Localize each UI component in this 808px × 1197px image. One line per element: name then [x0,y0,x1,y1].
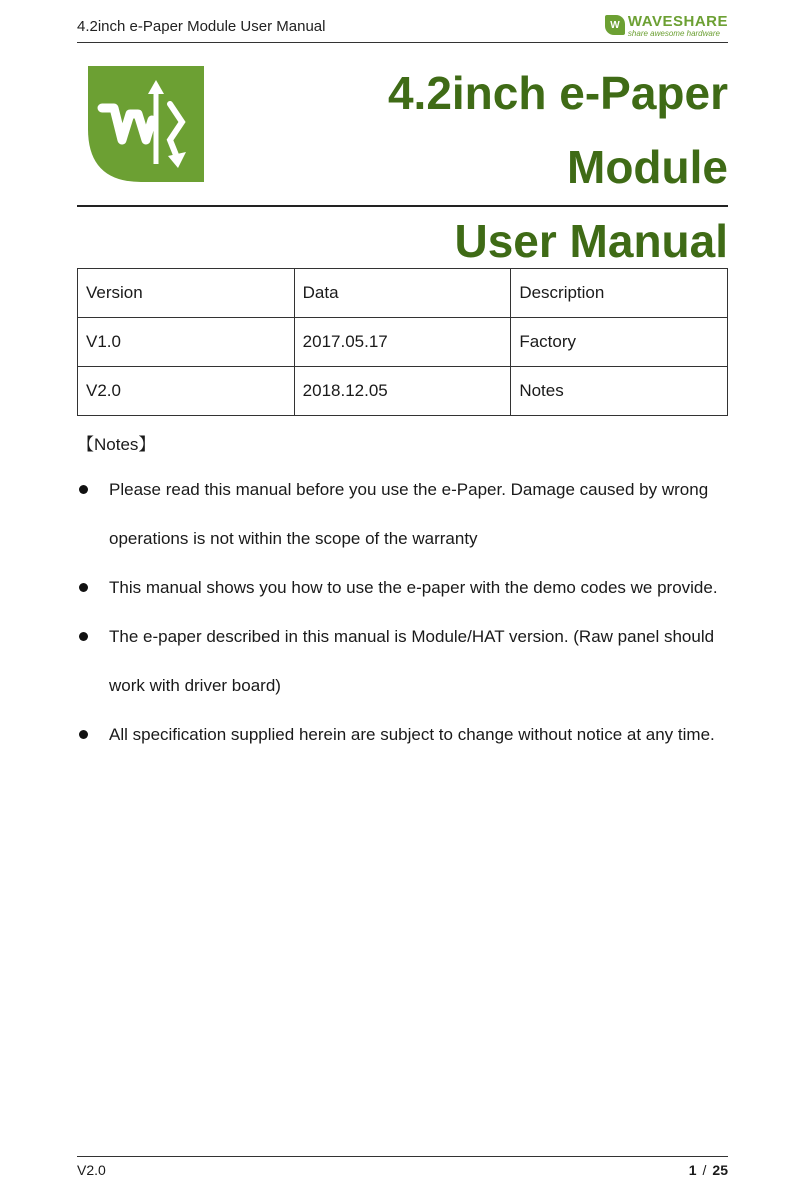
table-cell: V2.0 [78,367,295,416]
note-text: The e-paper described in this manual is Module/HAT version. (Raw panel should work with driver board) [109,627,715,695]
bullet-icon [79,632,88,641]
bullet-icon [79,485,88,494]
list-item [77,465,728,563]
waveshare-large-logo-icon [86,64,206,184]
waveshare-logo-icon: W [605,15,625,35]
table-cell: 2018.12.05 [294,367,511,416]
table-cell: V1.0 [78,318,295,367]
page-total: 25 [712,1162,728,1178]
footer-version: V2.0 [77,1162,106,1178]
list-item [77,710,728,759]
document-title [230,56,728,278]
table-header-cell: Description [511,269,728,318]
list-item [77,612,728,710]
note-text: This manual shows you how to use the e-paper with the demo codes we provide. [109,578,718,597]
table-cell: 2017.05.17 [294,318,511,367]
bullet-icon [79,730,88,739]
table-row [78,318,728,367]
page-number [689,1162,728,1178]
note-text: Please read this manual before you use the e-Paper. Damage caused by wrong operations is not within the scope of the warranty [109,480,709,548]
table-header-cell: Data [294,269,511,318]
waveshare-brand [605,14,728,40]
brand-tagline: share awesome hardware [627,29,720,38]
bullet-icon [79,583,88,592]
table-header-cell: Version [78,269,295,318]
list-item [77,563,728,612]
footer-divider [77,1156,728,1157]
table-cell: Factory [511,318,728,367]
notes-heading: 【Notes】 [77,435,156,454]
table-cell: Notes [511,367,728,416]
table-header-row [78,269,728,318]
notes-list [77,465,728,759]
title-line-2: User Manual [454,215,728,267]
running-title: 4.2inch e-Paper Module User Manual [77,18,326,35]
revision-table [77,268,728,416]
table-row [78,367,728,416]
page-current: 1 [688,1162,697,1178]
note-text: All specification supplied herein are subject to change without notice at any time. [109,725,715,744]
brand-name: WAVESHARE [627,13,728,30]
title-line-1: 4.2inch e-Paper Module [387,67,728,193]
title-divider [77,205,728,207]
page-separator: / [702,1162,707,1178]
running-header [77,13,728,43]
